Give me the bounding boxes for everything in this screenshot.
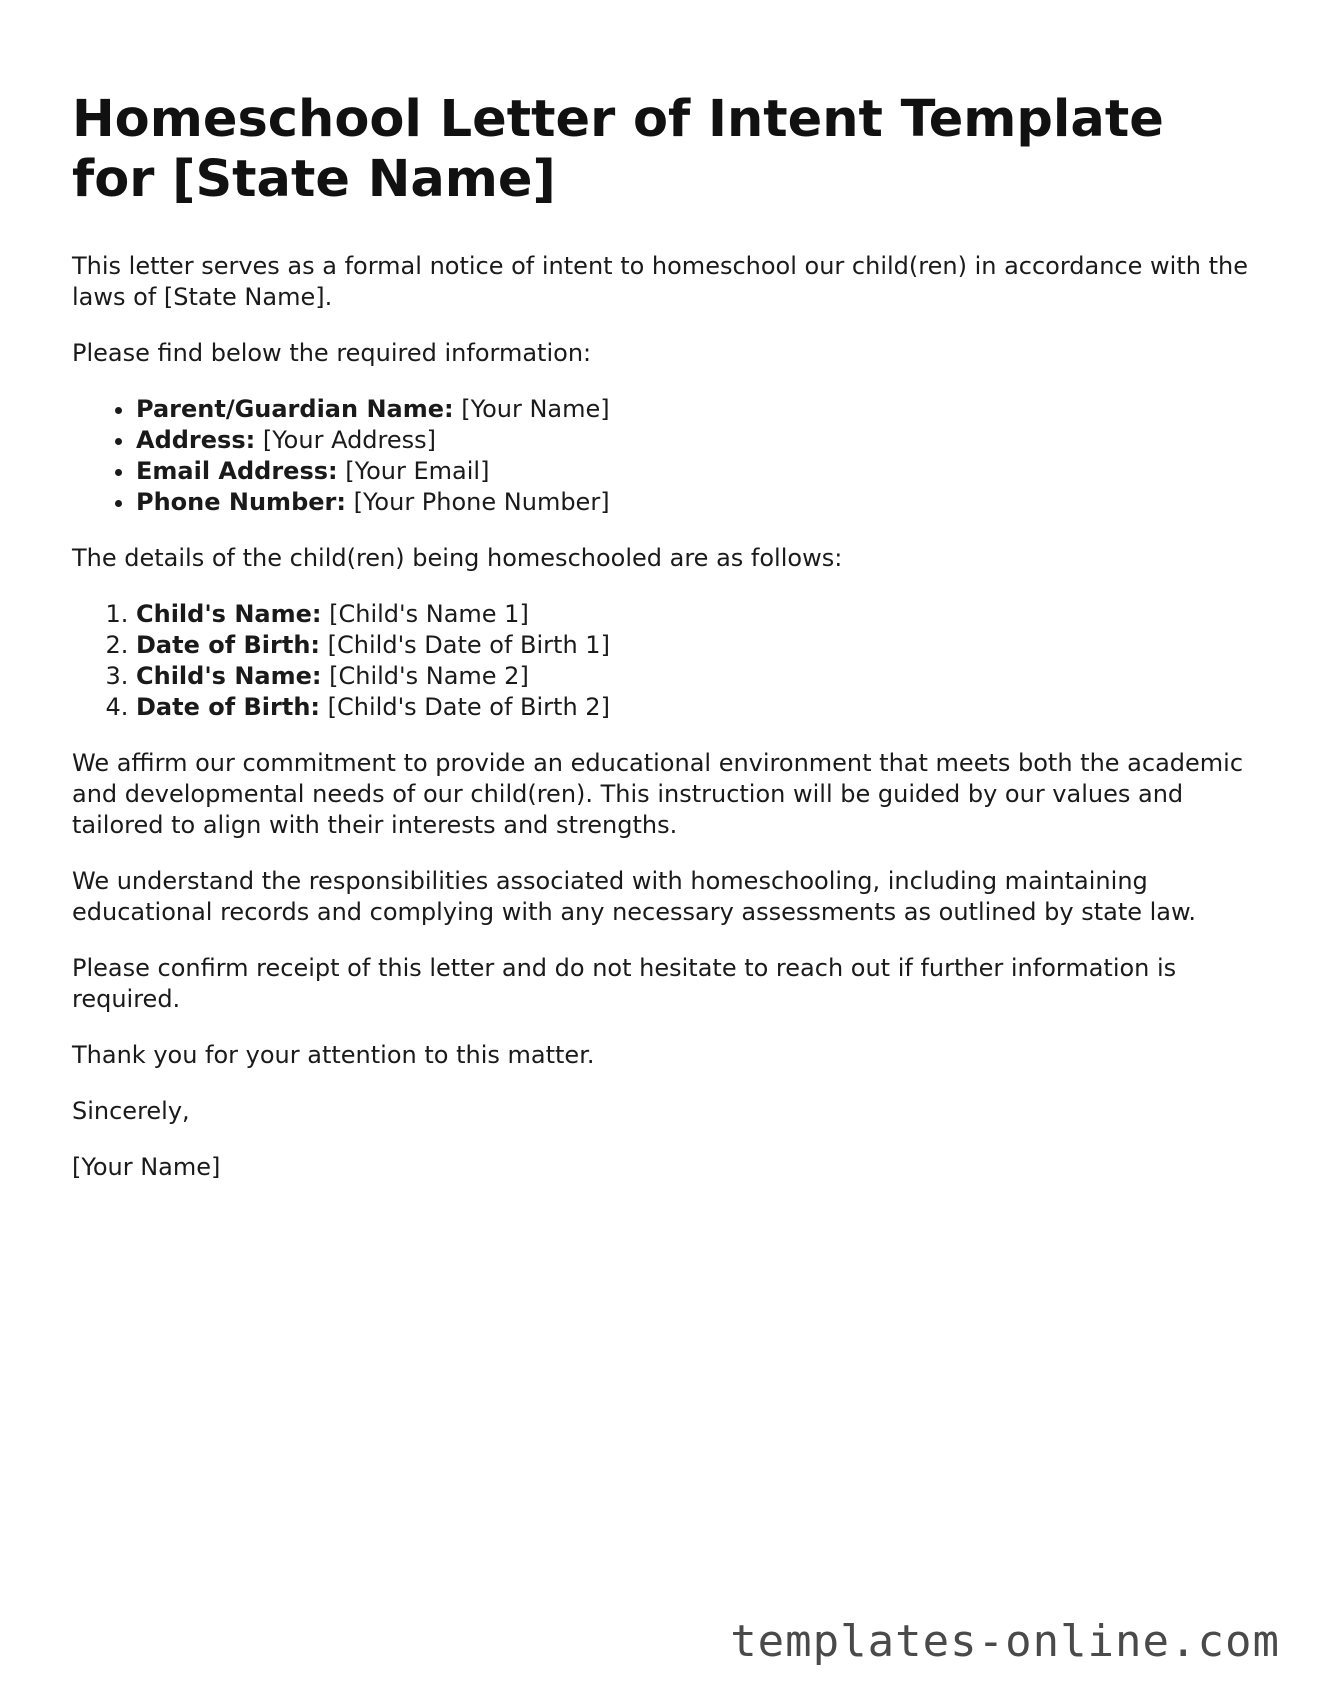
confirm-receipt-paragraph: Please confirm receipt of this letter and do not hesitate to reach out if further information is required. [72,954,1177,1013]
required-info-lead: Please find below the required information: [72,339,592,367]
list-item-parent-name [136,394,1252,425]
list-item-address [136,425,1252,456]
list-item-child-name-1 [136,599,1252,630]
list-item-child-name-2 [136,661,1252,692]
field-value: [Your Phone Number] [345,488,610,516]
field-value: [Your Email] [337,457,490,485]
responsibilities-paragraph: We understand the responsibilities associated with homeschooling, including maintaining educational records and complying with any necessary assessments as outlined by state law. [72,867,1197,926]
thank-you-paragraph: Thank you for your attention to this matter. [72,1041,595,1069]
watermark-text: templates-online.com [730,1616,1280,1667]
intro-paragraph: This letter serves as a formal notice of intent to homeschool our child(ren) in accordance with the laws of [State Name]. [72,252,1248,311]
field-value: [Child's Date of Birth 2] [320,693,610,721]
page-title: Homeschool Letter of Intent Template for [State Name] [72,90,1164,209]
field-label: Date of Birth: [136,631,321,659]
field-label: Child's Name: [136,662,322,690]
list-item-child-dob-1 [136,630,1252,661]
signature-name: [Your Name] [72,1153,221,1181]
list-item-child-dob-2 [136,692,1252,723]
parent-info-list [72,394,1252,518]
field-value: [Your Name] [453,395,610,423]
list-item-email [136,456,1252,487]
field-value: [Your Address] [255,426,437,454]
field-label: Date of Birth: [136,693,321,721]
field-label: Email Address: [136,457,338,485]
field-label: Child's Name: [136,600,322,628]
list-item-phone [136,487,1252,518]
field-value: [Child's Name 1] [321,600,529,628]
children-lead: The details of the child(ren) being homeschooled are as follows: [72,544,843,572]
letter-document [72,90,1252,1208]
children-info-list [72,599,1252,723]
commitment-paragraph: We affirm our commitment to provide an educational environment that meets both the academic and developmental needs of our child(ren). This instruction will be guided by our values and tailored to align with their interests and strengths. [72,749,1244,839]
field-label: Parent/Guardian Name: [136,395,454,423]
field-label: Phone Number: [136,488,346,516]
field-value: [Child's Date of Birth 1] [320,631,610,659]
field-value: [Child's Name 2] [321,662,529,690]
field-label: Address: [136,426,256,454]
closing: Sincerely, [72,1097,190,1125]
